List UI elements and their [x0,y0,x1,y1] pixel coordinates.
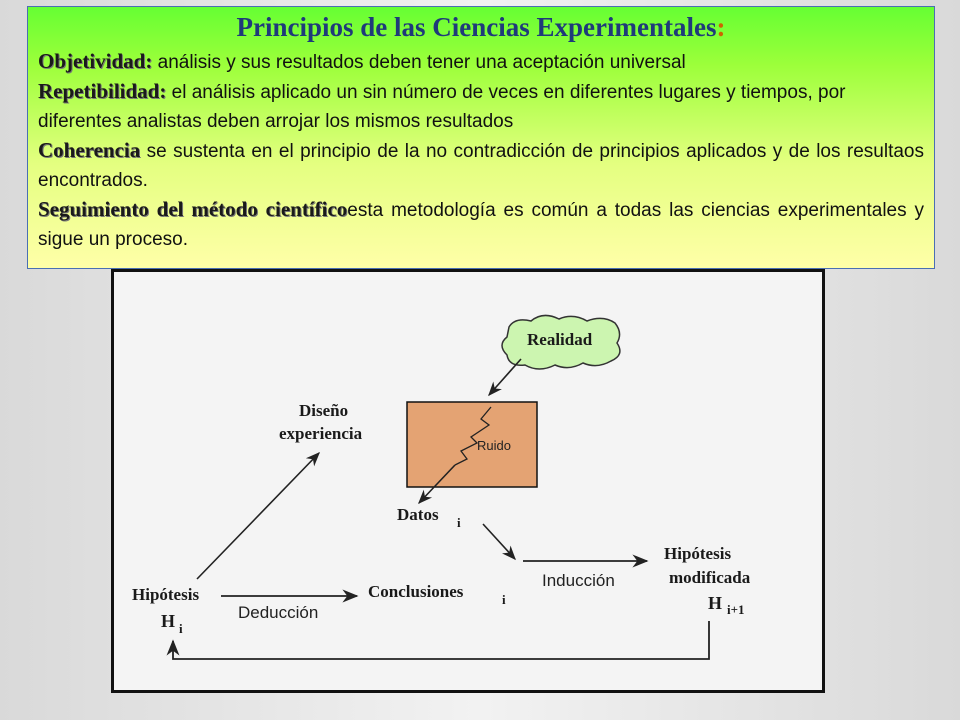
title-colon: : [716,12,726,42]
induccion-label: Inducción [542,571,615,590]
principle-objetividad [38,47,924,77]
datos-label: Datos [397,505,439,524]
principles-panel [27,6,935,269]
principle-term: Objetividad: [38,49,153,73]
principle-metodo [38,195,924,254]
principle-term: Coherencia [38,138,141,162]
hipotesis-h-label: H [161,611,176,631]
diseno-label-line2: experiencia [279,424,363,443]
realidad-label: Realidad [527,330,593,349]
scientific-method-diagram [111,269,825,693]
principle-text: análisis y sus resultados deben tener una aceptación universal [152,52,686,73]
ruido-label: Ruido [477,438,511,453]
deduccion-label: Deducción [238,603,319,622]
hipotesis-modificada-h-subscript: i+1 [727,602,745,617]
principle-repetibilidad [38,77,924,136]
title-text: Principios de las Ciencias Experimentales [236,12,717,42]
hipotesis-label: Hipótesis [132,585,200,604]
principle-text: el análisis aplicado un sin número de veces en diferentes lugares y tiempos, por diferentes analistas deben arrojar los mismos resultados [38,82,846,132]
principle-text: se sustenta en el principio de la no contradicción de principios aplicados y de los resultaos encontrados. [38,141,924,191]
principle-coherencia [38,136,924,195]
principle-term: Seguimiento del método científico [38,197,348,221]
conclusiones-label: Conclusiones [368,582,464,601]
hipotesis-modificada-label-line1: Hipótesis [664,544,732,563]
diseno-label-line1: Diseño [299,401,349,420]
conclusiones-subscript: i [502,592,506,607]
page-title [38,11,924,43]
hipotesis-modificada-label-line2: modificada [669,568,751,587]
datos-subscript: i [457,515,461,530]
principle-text: esta metodología es común a todas las ciencias experimentales y sigue un proceso. [38,200,924,250]
experiment-box [407,402,537,487]
principle-term: Repetibilidad: [38,79,167,103]
hipotesis-modificada-h-label: H [708,593,723,613]
hipotesis-h-subscript: i [179,621,183,636]
